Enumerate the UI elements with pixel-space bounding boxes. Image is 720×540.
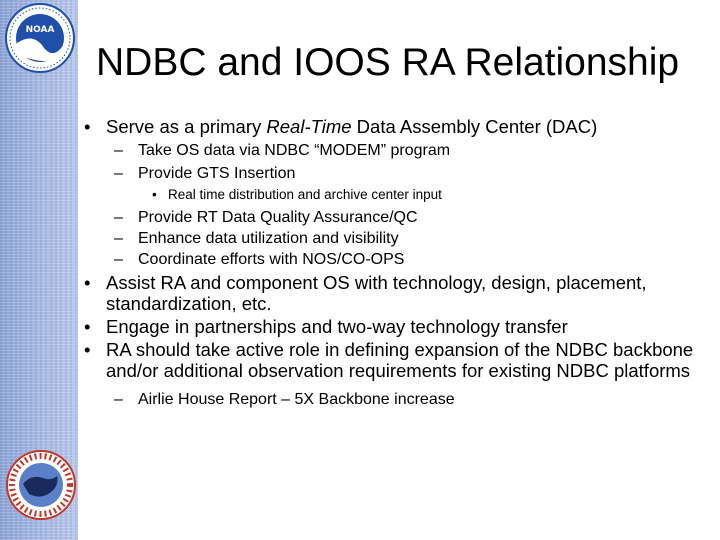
sub-bullet-item [84, 228, 714, 249]
sub-bullet-text: Coordinate efforts with NOS/CO-OPS [138, 251, 405, 268]
bullet-text: RA should take active role in defining expansion of the NDBC backbone and/or additional observation requirements for existing NDBC platforms [106, 339, 694, 381]
svg-text:NOAA: NOAA [25, 25, 55, 35]
bullet-item [84, 316, 714, 337]
sub-sub-bullet-item [84, 186, 714, 204]
bullet-marker: • [84, 339, 91, 360]
sub-bullet-marker: – [114, 209, 123, 226]
bullet-text: Engage in partnerships and two-way technology transfer [106, 316, 568, 337]
bullet-item [84, 339, 714, 381]
bullet-item [84, 272, 714, 314]
sub-bullet-text: Take OS data via NDBC “MODEM” program [138, 142, 451, 159]
sub-bullet-item [84, 207, 714, 228]
bullet-text: Data Assembly Center (DAC) [351, 116, 598, 137]
sub-bullet-text: Enhance data utilization and visibility [138, 230, 399, 247]
sub-bullet-item [84, 249, 714, 270]
sub-sub-bullet-text: Real time distribution and archive center input [168, 187, 442, 202]
noaa-logo-icon [4, 2, 76, 74]
sub-bullet-marker: – [114, 165, 123, 182]
bullet-item [84, 116, 714, 137]
sub-bullet-item [84, 389, 714, 410]
sub-sub-bullet-marker: • [152, 187, 157, 202]
sub-bullet-marker: – [114, 230, 123, 247]
sub-bullet-marker: – [114, 142, 123, 159]
bullet-marker: • [84, 272, 91, 293]
bullet-text: Assist RA and component OS with technology, design, placement, standardization, etc. [106, 272, 647, 314]
bullet-marker: • [84, 116, 91, 137]
decorative-sidebar [0, 0, 78, 540]
sub-bullet-marker: – [114, 251, 123, 268]
sub-bullet-text: Airlie House Report – 5X Backbone increase [138, 391, 455, 408]
sub-bullet-item [84, 163, 714, 184]
sub-bullet-text: Provide RT Data Quality Assurance/QC [138, 209, 418, 226]
nws-logo-icon [5, 448, 77, 522]
bullet-marker: • [84, 316, 91, 337]
slide-body [84, 116, 714, 410]
sub-bullet-marker: – [114, 391, 123, 408]
sub-bullet-item [84, 140, 714, 161]
bullet-text: Serve as a primary [106, 116, 267, 137]
bullet-text-italic: Real-Time [266, 116, 352, 137]
sub-bullet-text: Provide GTS Insertion [138, 165, 296, 182]
slide-title: NDBC and IOOS RA Relationship [96, 41, 680, 84]
